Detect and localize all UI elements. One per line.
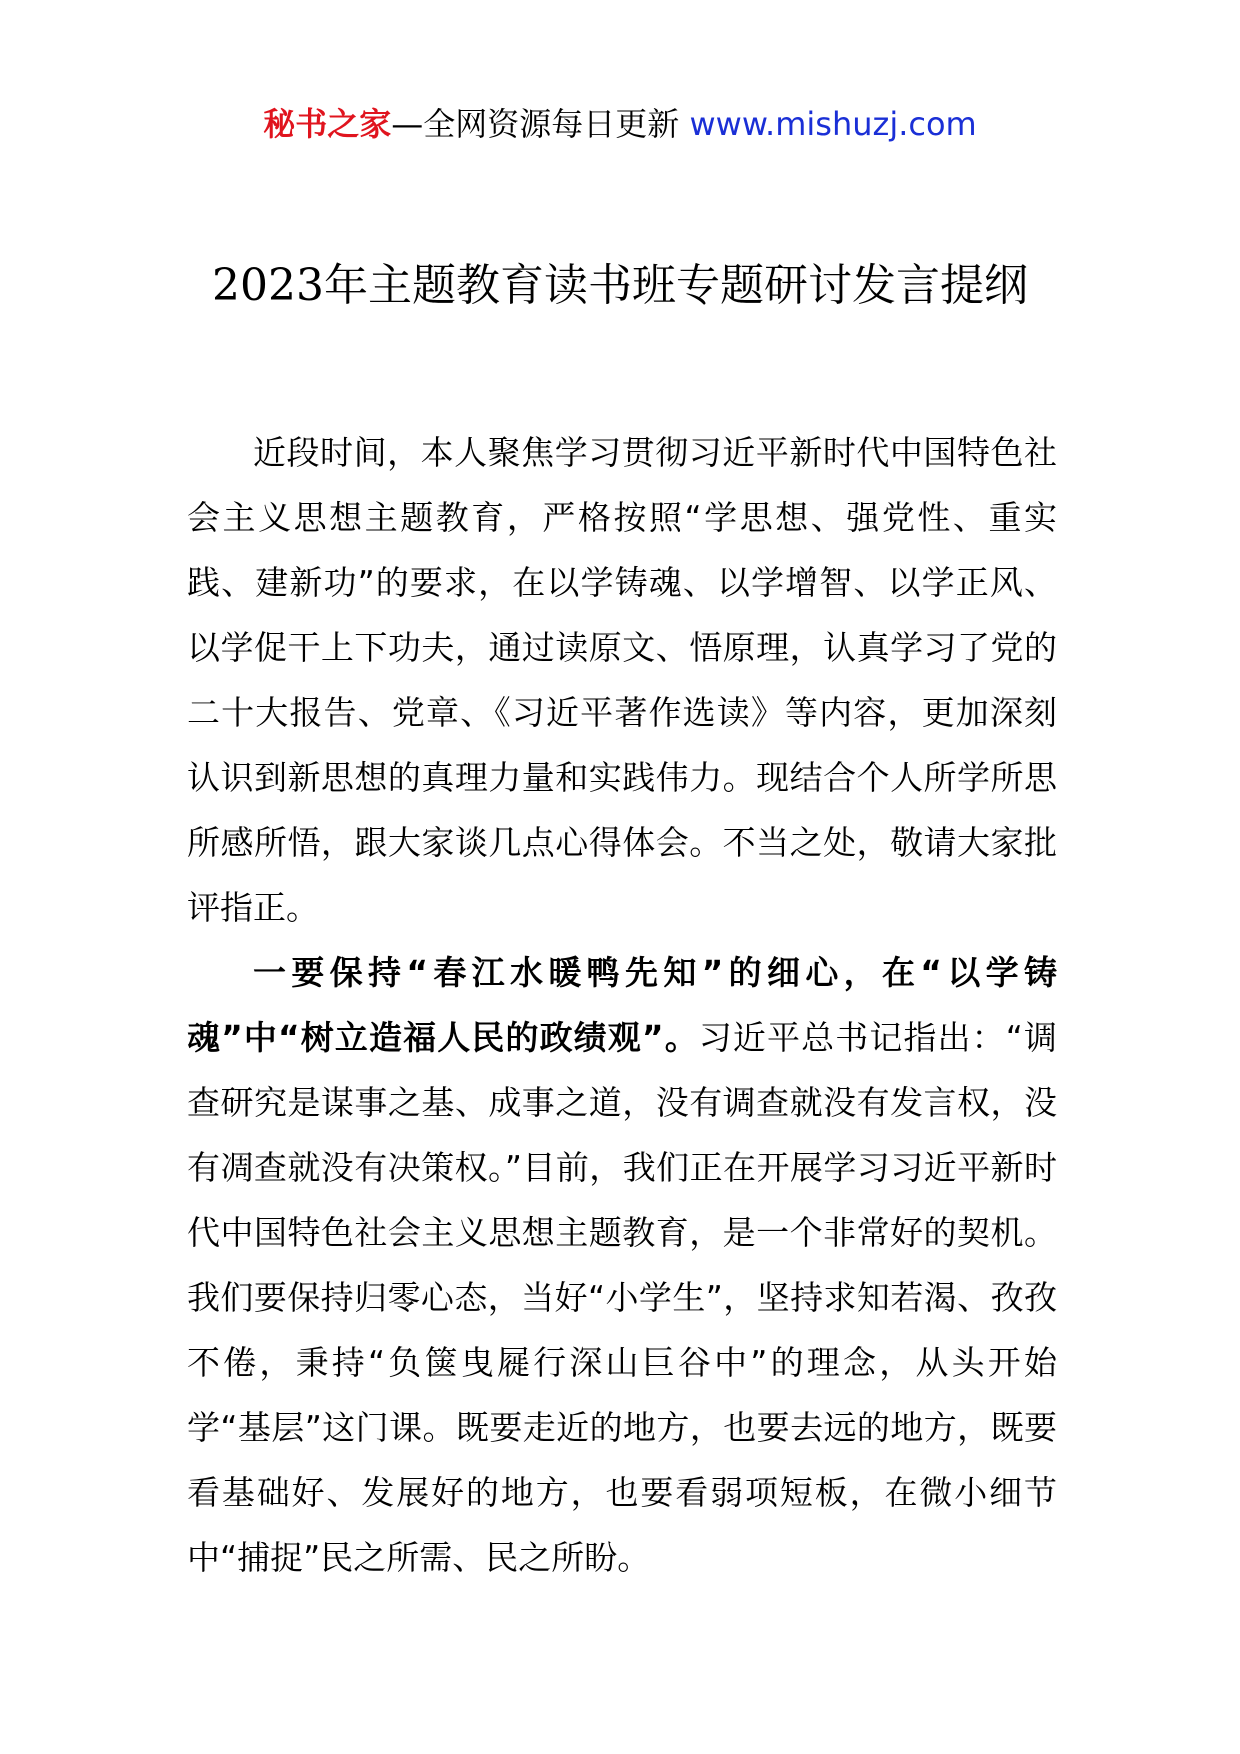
section-one-paragraph [187,940,1057,1590]
document-title: 2023年主题教育读书班专题研讨发言提纲 [212,260,1028,311]
header-tagline: —全网资源每日更新 [391,105,690,143]
document-body [187,420,1057,1590]
brand-name: 秘书之家 [263,105,392,143]
section-one-heading: 一要保持“春江水暖鸭先知”的细心，在“以学铸魂”中“树立造福人民的政绩观”。 [187,953,1057,1057]
site-url-link[interactable]: www.mishuzj.com [689,105,977,143]
intro-paragraph: 近段时间，本人聚焦学习贯彻习近平新时代中国特色社会主义思想主题教育，严格按照“学思想、强党性、重实践、建新功”的要求，在以学铸魂、以学增智、以学正风、以学促干上下功夫，通过读原文、悟原理，认真学习了党的二十大报告、党章、《习近平著作选读》等内容，更加深刻认识到新思想的真理力量和实践伟力。现结合个人所学所思所感所悟，跟大家谈几点心得体会。不当之处，敬请大家批评指正。 [187,433,1057,927]
section-one-text: 习近平总书记指出：“调查研究是谋事之基、成事之道，没有调查就没有发言权，没有凋查就没有决策权。”目前，我们正在开展学习习近平新时代中国特色社会主义思想主题教育，是一个非常好的契机。我们要保持归零心态，当好“小学生”，坚持求知若渴、孜孜不倦，秉持“负箧曳屣行深山巨谷中”的理念，从头开始学“基层”这门课。既要走近的地方，也要去远的地方，既要看基础好、发展好的地方，也要看弱项短板，在微小细节中“捕捉”民之所需、民之所盼。 [187,1018,1057,1577]
watermark-header [0,100,1240,148]
